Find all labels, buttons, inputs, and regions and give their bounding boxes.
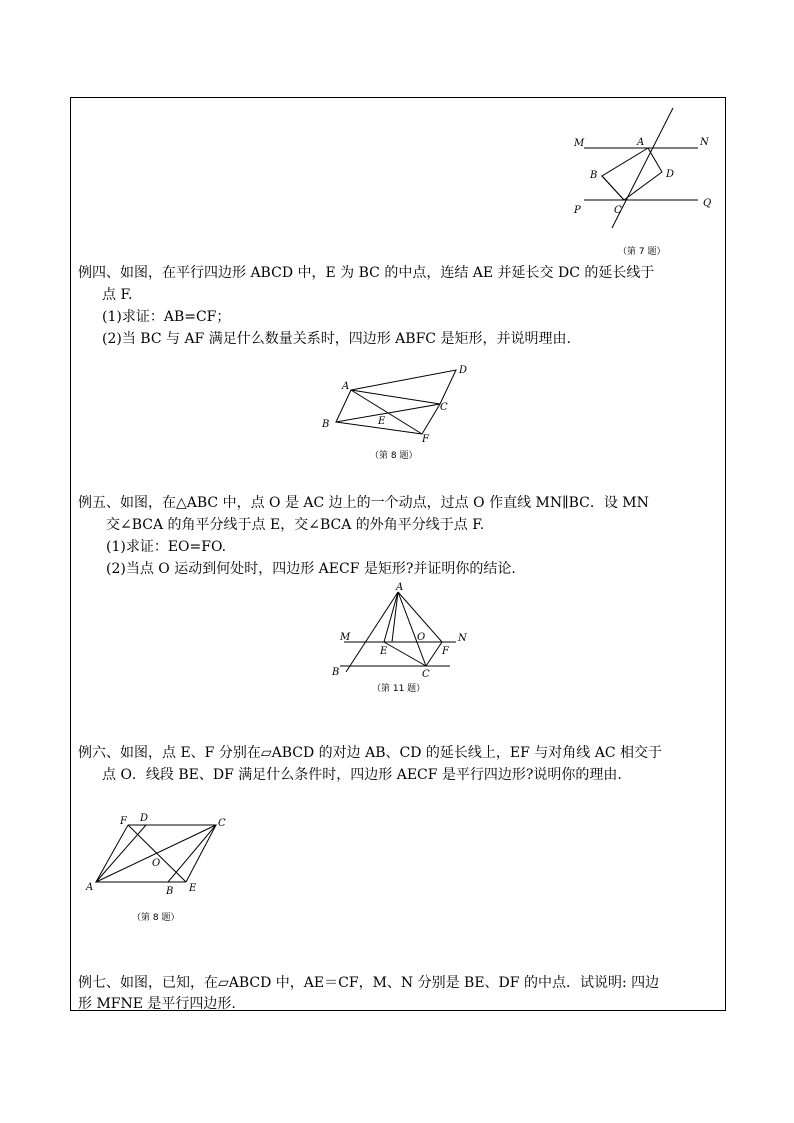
figure-11-diagram xyxy=(330,580,470,680)
figure-8a-diagram xyxy=(318,362,478,447)
fig7-label-c: C xyxy=(614,205,622,216)
fig7-label-b: B xyxy=(590,170,598,181)
fig11-label-o: O xyxy=(417,632,426,643)
fig8a-label-e: E xyxy=(378,416,386,427)
fig8a-label-f: F xyxy=(422,434,429,445)
fig7-label-q: Q xyxy=(703,198,712,209)
ex5-line-4: (2)当点 O 运动到何处时，四边形 AECF 是矩形?并证明你的结论. xyxy=(106,561,516,577)
fig8b-label-b: B xyxy=(166,886,174,897)
fig7-label-p: P xyxy=(574,205,581,216)
fig11-label-e: E xyxy=(380,646,388,657)
fig8a-label-a: A xyxy=(342,381,350,392)
ex4-line-4: (2)当 BC 与 AF 满足什么数量关系时，四边形 ABFC 是矩形，并说明理由. xyxy=(102,331,571,347)
ex5-line-2: 交∠BCA 的角平分线于点 E，交∠BCA 的外角平分线于点 F. xyxy=(106,517,485,533)
fig11-label-c: C xyxy=(422,669,430,680)
ex6-line-1: 例六、如图，点 E、F 分别在▱ABCD 的对边 AB、CD 的延长线上，EF 与对角线 AC 相交于 xyxy=(78,745,662,761)
figure-11 xyxy=(330,580,470,695)
fig7-label-d: D xyxy=(666,169,675,180)
fig11-label-n: N xyxy=(458,633,467,644)
ex7-line-1: 例七、如图，已知，在▱ABCD 中，AE＝CF，M、N 分别是 BE、DF 的中点．试说明: 四边 xyxy=(78,975,660,991)
fig8b-label-c: C xyxy=(218,818,226,829)
ex5-line-1: 例五、如图，在△ABC 中，点 O 是 AC 边上的一个动点，过点 O 作直线 MN∥BC．设 MN xyxy=(78,495,649,511)
fig7-label-a: A xyxy=(637,137,645,148)
fig11-label-a: A xyxy=(396,582,404,593)
fig7-label-m: M xyxy=(574,138,585,149)
fig8b-label-d: D xyxy=(140,813,149,824)
figure-7-caption: （第 7 题） xyxy=(618,247,666,257)
figure-8a xyxy=(318,362,478,462)
fig11-label-m: M xyxy=(340,632,351,643)
figure-8a-caption: （第 8 题） xyxy=(370,451,418,461)
ex6-line-2: 点 O．线段 BE、DF 满足什么条件时，四边形 AECF 是平行四边形?说明你的理由. xyxy=(102,767,622,783)
fig8b-label-f: F xyxy=(120,816,127,827)
fig8a-label-d: D xyxy=(459,365,468,376)
figure-11-caption: （第 11 题） xyxy=(372,684,426,694)
fig8b-label-o: O xyxy=(152,858,161,869)
fig7-label-n: N xyxy=(700,137,709,148)
ex4-line-1: 例四、如图，在平行四边形 ABCD 中，E 为 BC 的中点，连结 AE 并延长交 DC 的延长线于 xyxy=(78,265,655,281)
fig11-label-b: B xyxy=(332,667,340,678)
fig8b-label-e: E xyxy=(189,883,197,894)
figure-7-diagram xyxy=(560,100,720,260)
ex4-line-3: (1)求证：AB=CF； xyxy=(102,309,231,325)
fig8b-label-a: A xyxy=(86,882,94,893)
figure-7 xyxy=(560,100,720,260)
fig8a-label-b: B xyxy=(322,419,330,430)
ex5-line-3: (1)求证：EO=FO. xyxy=(106,539,227,555)
figure-8b xyxy=(82,808,242,928)
fig11-label-f: F xyxy=(442,646,449,657)
ex7-line-2: 形 MFNE 是平行四边形. xyxy=(78,996,236,1012)
ex4-line-2: 点 F. xyxy=(102,287,133,303)
fig8a-label-c: C xyxy=(440,402,448,413)
figure-8b-diagram xyxy=(82,808,242,903)
figure-8b-caption: （第 8 题） xyxy=(132,913,180,923)
